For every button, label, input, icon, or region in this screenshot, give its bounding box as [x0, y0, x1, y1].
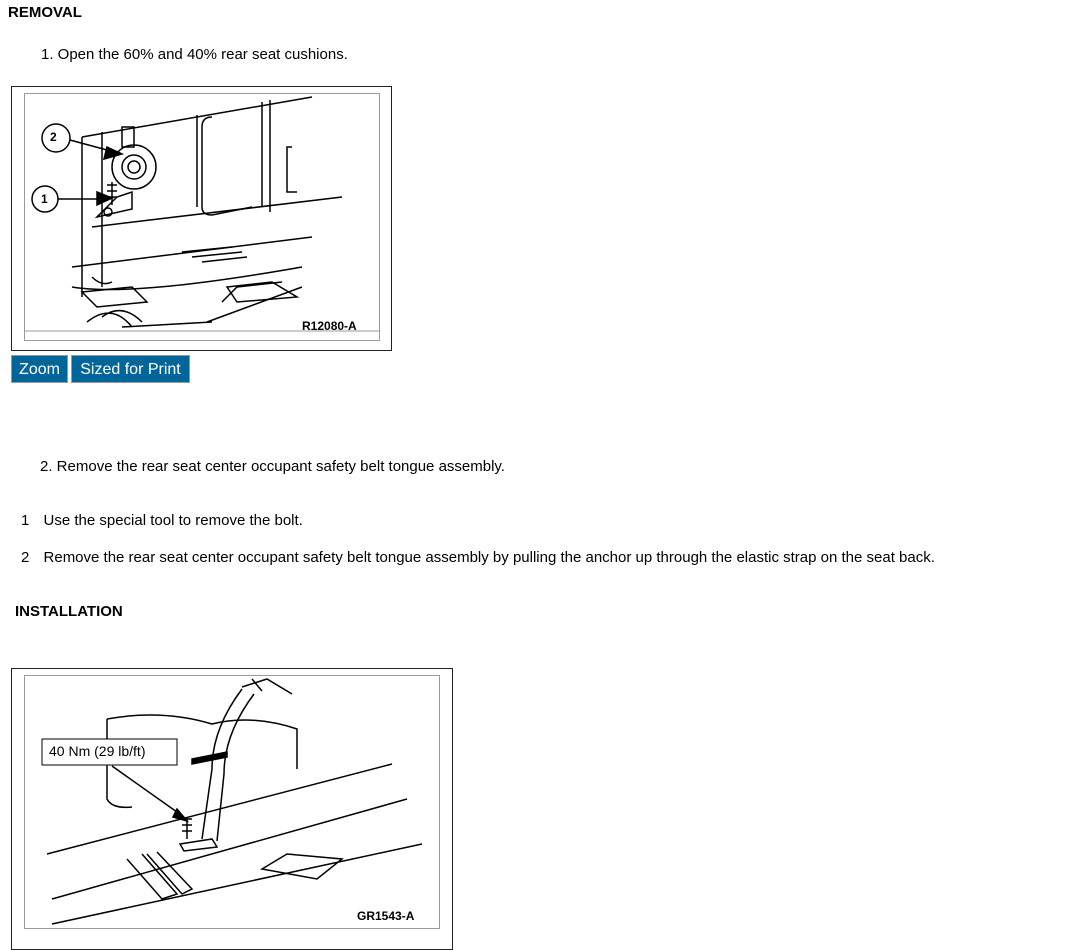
figure-code: GR1543-A	[357, 909, 415, 923]
removal-heading: REMOVAL	[8, 4, 82, 21]
callout-2: 2	[50, 130, 57, 144]
sized-for-print-button[interactable]: Sized for Print	[71, 355, 190, 383]
callout-1: 1	[41, 192, 48, 206]
figure-installation	[11, 668, 453, 950]
substep-text: Remove the rear seat center occupant safety belt tongue assembly by pulling the anchor up through the elastic strap on the seat back.	[43, 549, 935, 566]
step-1-text: 1. Open the 60% and 40% rear seat cushions.	[41, 46, 348, 63]
figure-code: R12080-A	[302, 319, 357, 333]
substep-2	[21, 549, 935, 566]
removal-illustration	[12, 87, 391, 350]
step-2-text: 2. Remove the rear seat center occupant safety belt tongue assembly.	[40, 458, 505, 475]
figure-removal	[11, 86, 392, 351]
substep-number: 2	[21, 549, 30, 566]
zoom-button[interactable]: Zoom	[11, 355, 68, 383]
torque-spec-label: 40 Nm (29 lb/ft)	[49, 743, 146, 759]
installation-illustration	[12, 669, 452, 949]
substep-1	[21, 512, 303, 529]
substep-number: 1	[21, 512, 30, 529]
substep-text: Use the special tool to remove the bolt.	[43, 512, 303, 529]
installation-heading: INSTALLATION	[15, 603, 123, 620]
